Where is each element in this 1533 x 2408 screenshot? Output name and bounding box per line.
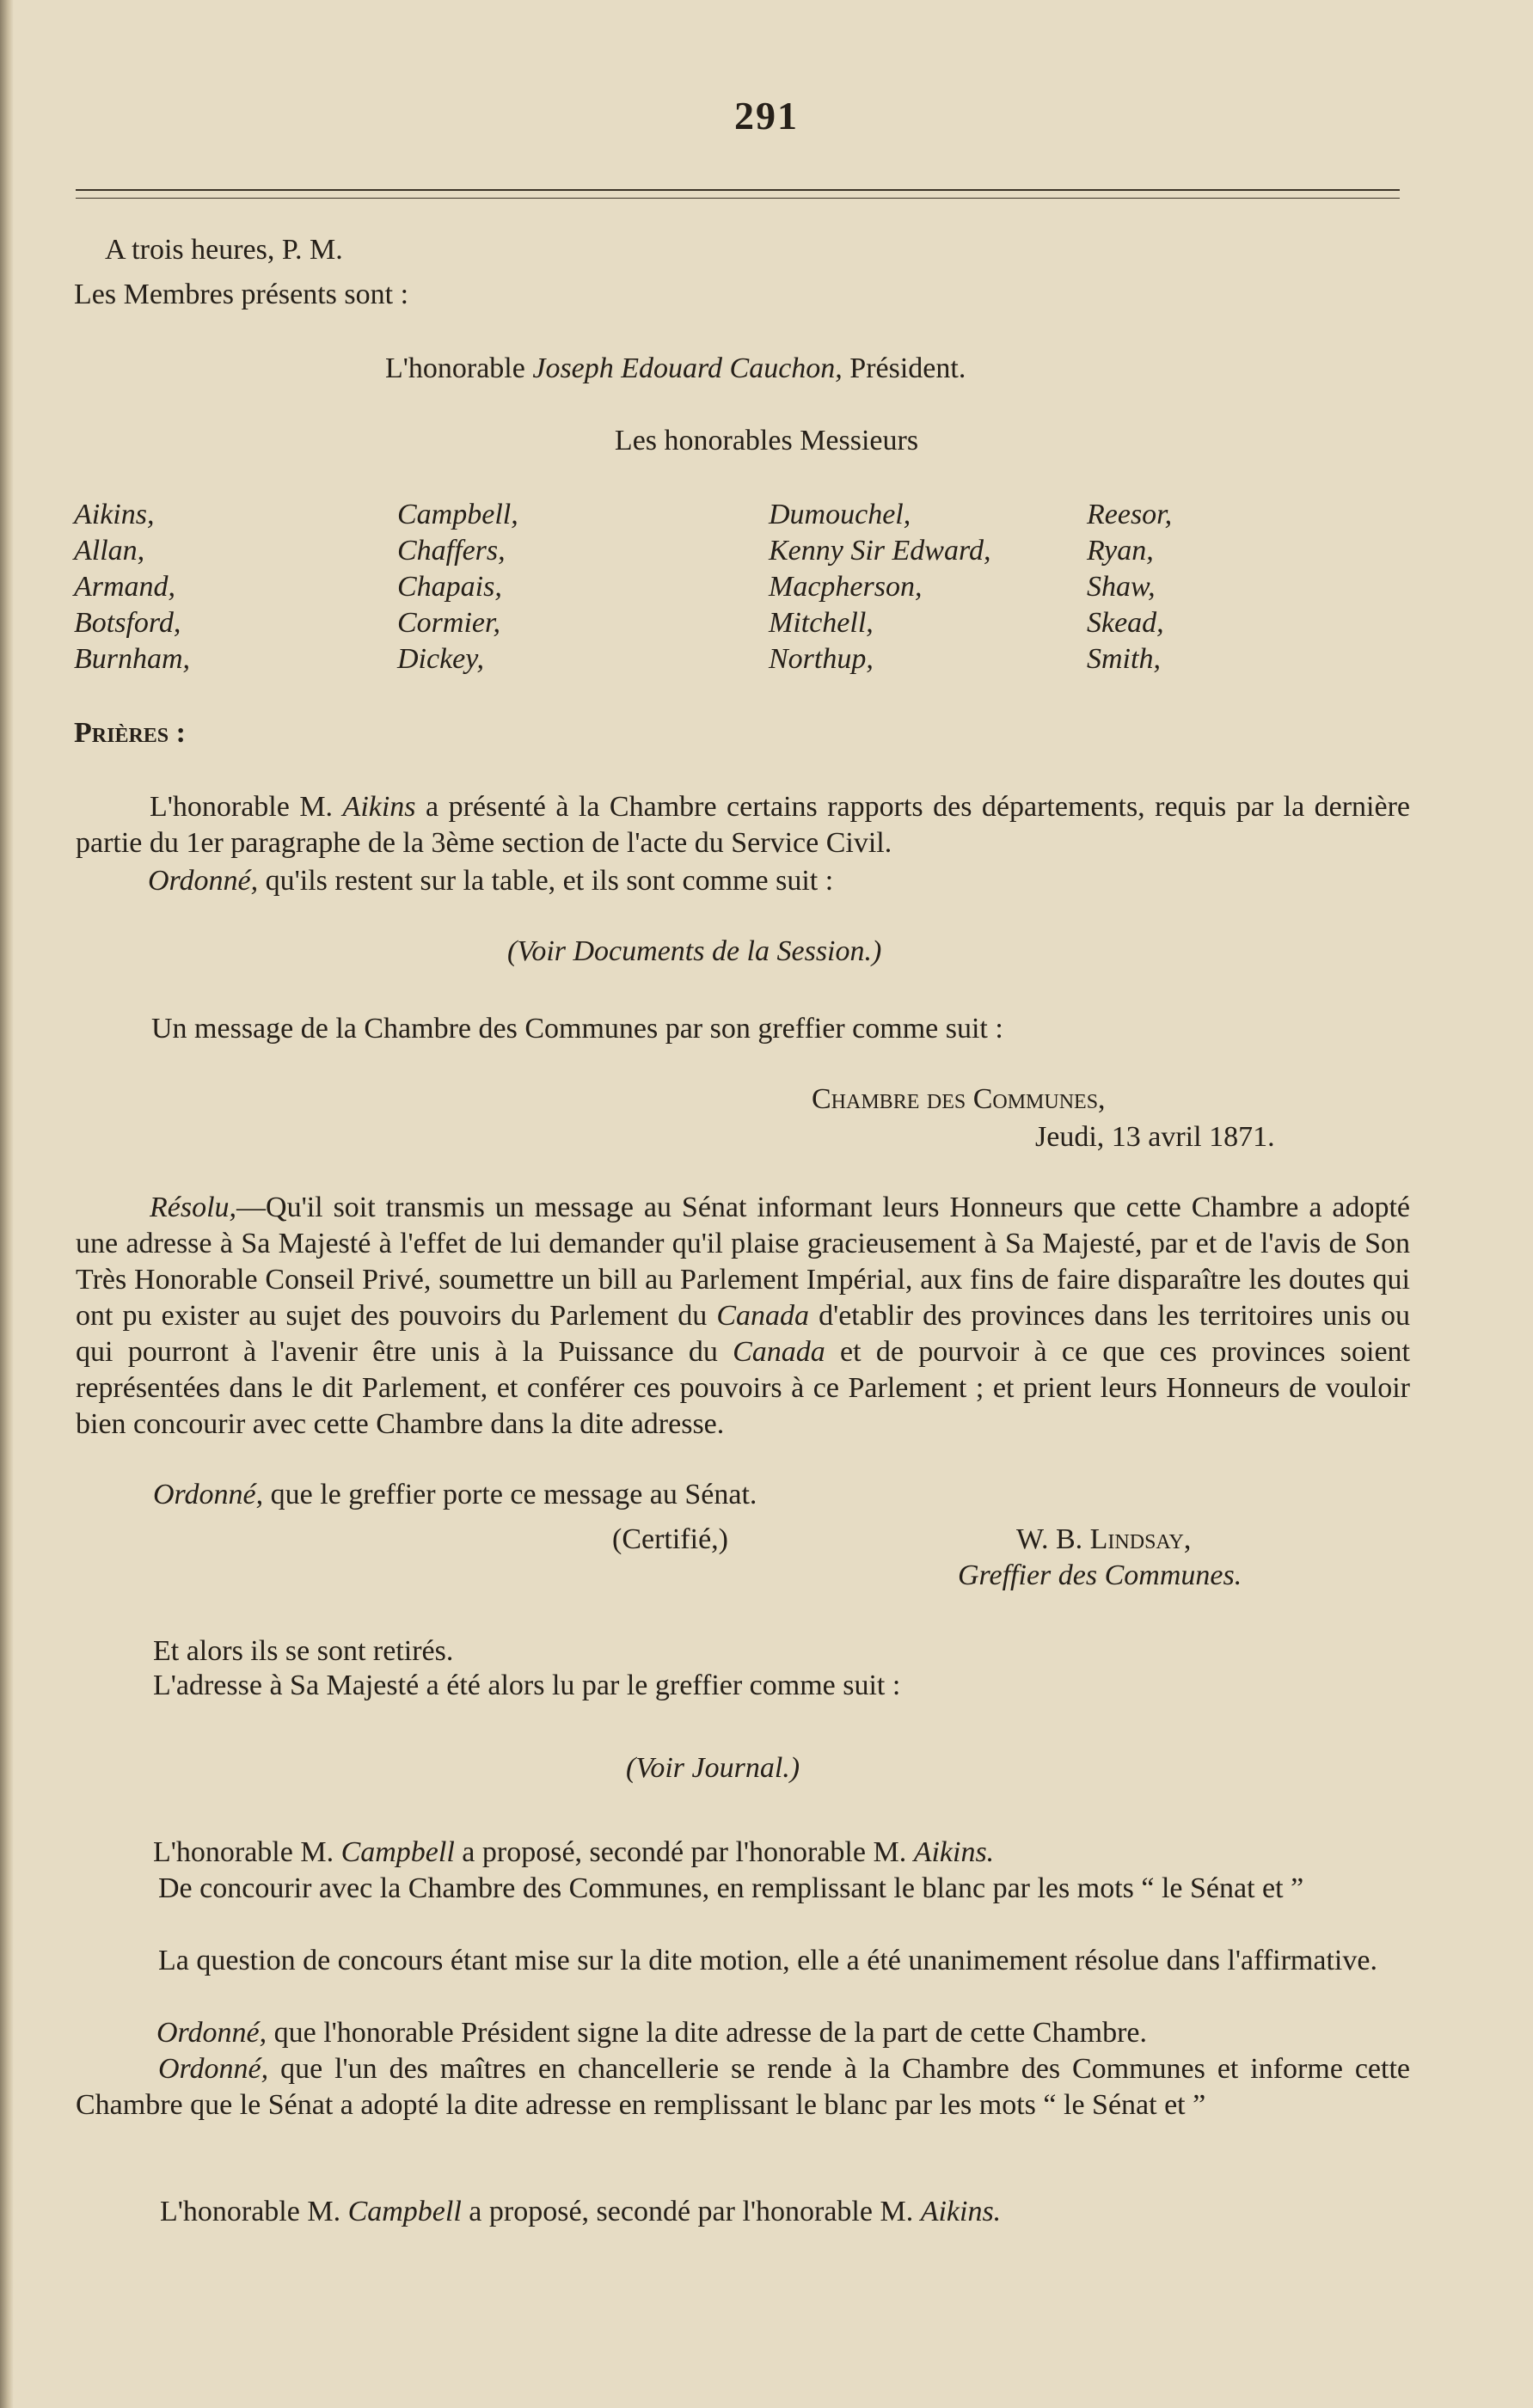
members-column-3 — [769, 497, 990, 677]
member-name: Mitchell, — [769, 607, 874, 639]
motion-campbell-2: L'honorable M. Campbell a proposé, secondé par l'honorable M. Aikins. — [160, 2196, 1002, 2227]
header-rule — [76, 189, 1400, 191]
prayers-heading: Prières : — [74, 717, 186, 749]
see-journal: (Voir Journal.) — [626, 1752, 800, 1784]
member-name: Smith, — [1087, 643, 1161, 675]
page-binding-edge — [0, 0, 14, 2408]
member-name: Aikins, — [74, 499, 155, 530]
president-title: Président. — [849, 352, 966, 384]
members-column-2 — [397, 497, 518, 677]
page-number: 291 — [734, 94, 799, 138]
member-name: Reesor, — [1087, 499, 1173, 530]
member-name: Allan, — [74, 535, 145, 567]
president-prefix: L'honorable — [385, 352, 525, 384]
member-name: Dickey, — [397, 643, 484, 675]
honourables-heading: Les honorables Messieurs — [614, 425, 919, 456]
header-rule-thin — [76, 198, 1400, 199]
president-name: Joseph Edouard Cauchon, — [532, 352, 843, 384]
member-name: Dumouchel, — [769, 499, 911, 530]
members-present-line: Les Membres présents sont : — [74, 279, 409, 310]
members-column-1 — [74, 497, 190, 677]
order-president-signs: Ordonné, que l'honorable Président signe la dite adresse de la part de cette Chambre. — [156, 2017, 1147, 2049]
member-name: Armand, — [74, 571, 176, 603]
members-column-4 — [1087, 497, 1172, 677]
chambre-heading: Chambre des Communes, — [812, 1083, 1106, 1115]
motion-campbell-1: L'honorable M. Campbell a proposé, secondé par l'honorable M. Aikins. — [153, 1836, 995, 1868]
order-master-chancery: Ordonné, que l'un des maîtres en chancellerie se rende à la Chambre des Communes et informe cette Chambre que le Sénat a adopté la dite adresse en remplissant le blanc par les mots “ le Sénat et ” — [76, 2053, 1411, 2121]
member-name: Botsford, — [74, 607, 181, 639]
member-name: Ryan, — [1087, 535, 1154, 567]
member-name: Northup, — [769, 643, 874, 675]
message-line: Un message de la Chambre des Communes par son greffier comme suit : — [151, 1013, 1003, 1045]
retired-line: Et alors ils se sont retirés. — [153, 1635, 454, 1667]
question-paragraph: La question de concours étant mise sur la dite motion, elle a été unanimement résolue dans l'affirmative. — [158, 1945, 1377, 1976]
certified-label: (Certifié,) — [612, 1523, 728, 1555]
paragraph-reports: L'honorable M. Aikins a présenté à la Chambre certains rapports des départements, requis par la dernière partie du 1er paragraphe de la 3ème section de l'acte du Service Civil. — [76, 791, 1411, 859]
signature-name: W. B. Lindsay, — [1016, 1523, 1192, 1555]
member-name: Kenny Sir Edward, — [769, 535, 991, 567]
see-session-documents: (Voir Documents de la Session.) — [507, 935, 882, 967]
member-name: Shaw, — [1087, 571, 1156, 603]
member-name: Chaffers, — [397, 535, 506, 567]
order-table-line: Ordonné, qu'ils restent sur la table, et ils sont comme suit : — [148, 865, 834, 897]
member-name: Chapais, — [397, 571, 502, 603]
member-name: Cormier, — [397, 607, 500, 639]
date-heading: Jeudi, 13 avril 1871. — [1035, 1121, 1275, 1153]
resolution-paragraph: Résolu,—Qu'il soit transmis un message au Sénat informant leurs Honneurs que cette Chambre a adopté une adresse à Sa Majesté à l'effet de lui demander qu'il plaise gracieusement à Sa Majesté, par et de l'avis de Son Très Honorable Conseil Privé, soumettre un bill au Parlement Impérial, aux fins de faire disparaître les doutes qui ont pu exister au sujet des pouvoirs du Parlement du Canada d'etablir des provinces dans les territoires unis ou qui pourront à l'avenir être unis à la Puissance du Canada et de pourvoir à ce que ces provinces soient représentées dans le dit Parlement, et conférer ces pouvoirs à ce Parlement ; et prient leurs Honneurs de vouloir bien concourir avec cette Chambre dans la dite adresse. — [76, 1192, 1411, 1440]
president-line — [385, 351, 966, 387]
member-name: Campbell, — [397, 499, 518, 530]
address-read-line: L'adresse à Sa Majesté a été alors lu par le greffier comme suit : — [153, 1670, 901, 1701]
member-name: Burnham, — [74, 643, 191, 675]
member-name: Macpherson, — [769, 571, 923, 603]
sitting-time: A trois heures, P. M. — [105, 234, 343, 266]
order-message-line: Ordonné, que le greffier porte ce message au Sénat. — [153, 1479, 757, 1510]
member-name: Skead, — [1087, 607, 1164, 639]
signature-title: Greffier des Communes. — [958, 1559, 1242, 1591]
concur-paragraph: De concourir avec la Chambre des Communes, en remplissant le blanc par les mots “ le Sénat et ” — [158, 1872, 1304, 1904]
